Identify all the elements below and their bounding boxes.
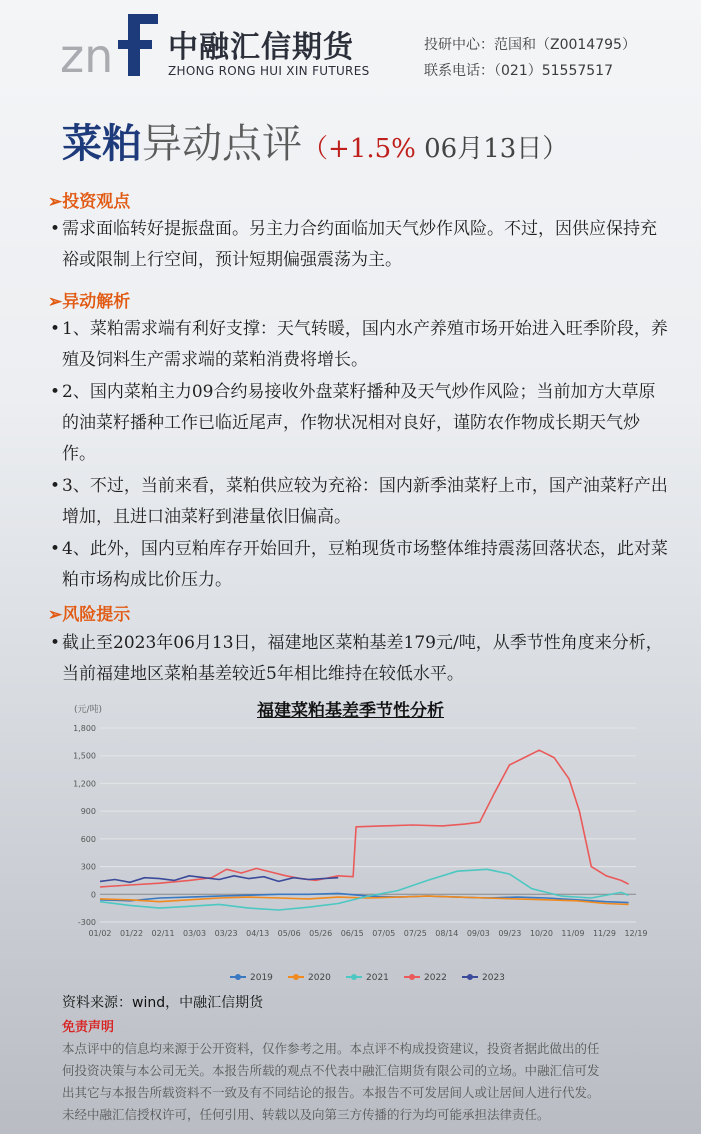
analysis-item: • 3、不过，当前来看，菜粕供应较为充裕：国内新季油菜籽上市，国产油菜籽产出增加，且进口油菜籽到港量依旧偏高。 bbox=[50, 476, 668, 527]
x-tick-label: 11/09 bbox=[561, 929, 585, 938]
x-tick-label: 11/29 bbox=[592, 929, 617, 938]
section-title-risk: 风险提示 bbox=[62, 605, 131, 625]
legend-label: 2020 bbox=[308, 973, 331, 983]
chart-title: 福建菜粕基差季节性分析 bbox=[257, 701, 444, 721]
y-tick-label: 1,500 bbox=[73, 751, 96, 761]
view-text: 需求面临转好提振盘面。另主力合约面临加天气炒作风险。不过，因供应保持充裕或限制上行空间，预计短期偏强震荡为主。 bbox=[62, 219, 657, 270]
y-tick-label: 300 bbox=[80, 862, 96, 872]
disclaimer-line: 何投资决策与本公司无关。本报告所载的观点不代表中融汇信期货有限公司的立场。中融汇信可发 bbox=[62, 1063, 600, 1078]
logo-letters-zn: zn bbox=[60, 29, 114, 76]
view-paragraph: • 需求面临转好提振盘面。另主力合约面临加天气炒作风险。不过，因供应保持充裕或限制上行空间，预计短期偏强震荡为主。 bbox=[50, 214, 670, 276]
legend-swatch-dot bbox=[293, 974, 299, 980]
contact-phone: 联系电话：（021）51557517 bbox=[424, 63, 613, 79]
y-tick-label: 1,200 bbox=[73, 779, 96, 789]
x-tick-label: 01/02 bbox=[88, 929, 112, 938]
series-line-2021 bbox=[100, 869, 629, 910]
legend-swatch-dot bbox=[467, 974, 473, 980]
x-tick-label: 07/05 bbox=[372, 929, 396, 938]
risk-text: 截止至2023年06月13日，福建地区菜粕基差179元/吨，从季节性角度来分析，当前福建地区菜粕基差较近5年相比维持在较低水平。 bbox=[62, 633, 663, 684]
legend-swatch-dot bbox=[235, 974, 241, 980]
legend-label: 2022 bbox=[424, 973, 447, 983]
analysis-item: • 1、菜粕需求端有利好支撑：天气转暖，国内水产养殖市场开始进入旺季阶段，养殖及饲料生产需求端的菜粕消费将增长。 bbox=[50, 319, 668, 370]
x-tick-label: 12/19 bbox=[624, 929, 648, 938]
x-tick-label: 06/15 bbox=[340, 929, 364, 938]
x-tick-label: 09/23 bbox=[498, 929, 522, 938]
y-tick-label: 900 bbox=[80, 807, 96, 817]
logo-english-name: ZHONG RONG HUI XIN FUTURES bbox=[168, 64, 370, 78]
y-tick-label: -300 bbox=[77, 918, 96, 927]
y-tick-label: 0 bbox=[90, 890, 96, 900]
section-title-analysis: 异动解析 bbox=[62, 292, 131, 312]
y-axis-label: (元/吨) bbox=[74, 705, 103, 715]
disclaimer-line: 出其它与本报告所载资料不一致及有不同结论的报告。本报告不可发居间人或让居间人进行代发。 bbox=[62, 1085, 600, 1100]
series-line-2023 bbox=[100, 876, 338, 883]
x-tick-label: 01/22 bbox=[119, 929, 144, 938]
analysis-item: • 4、此外，国内豆粕库存开始回升，豆粕现货市场整体维持震荡回落状态，此对菜粕市场构成比价压力。 bbox=[50, 539, 668, 590]
logo-chinese-name: 中融汇信期货 bbox=[168, 30, 354, 65]
x-tick-label: 05/06 bbox=[277, 929, 301, 938]
title-product: 菜粕 bbox=[62, 120, 142, 167]
y-tick-label: 1,800 bbox=[73, 724, 96, 733]
x-tick-label: 08/14 bbox=[435, 929, 459, 938]
disclaimer-title: 免责声明 bbox=[62, 1020, 115, 1035]
section-analysis: ➢异动解析 bbox=[48, 292, 131, 312]
data-source: 资料来源：wind，中融汇信期货 bbox=[62, 995, 264, 1011]
contact-analyst: 投研中心：范国和（Z0014795） bbox=[424, 37, 636, 53]
x-tick-label: 03/03 bbox=[183, 929, 207, 938]
basis-seasonal-chart bbox=[70, 700, 650, 990]
section-risk: ➢风险提示 bbox=[48, 605, 131, 625]
x-tick-label: 07/25 bbox=[403, 929, 427, 938]
title-type: 异动点评 bbox=[142, 121, 302, 167]
legend-label: 2023 bbox=[482, 973, 505, 983]
x-tick-label: 03/23 bbox=[214, 929, 238, 938]
x-tick-label: 05/26 bbox=[309, 929, 333, 938]
risk-paragraph: • 截止至2023年06月13日，福建地区菜粕基差179元/吨，从季节性角度来分析，当前福建地区菜粕基差较近5年相比维持在较低水平。 bbox=[50, 628, 670, 690]
disclaimer-text bbox=[62, 1038, 662, 1126]
title-date: 06月13日） bbox=[415, 134, 569, 164]
analysis-item: • 2、国内菜粕主力09合约易接收外盘菜籽播种及天气炒作风险；当前加方大草原的油菜籽播种工作已临近尾声，作物状况相对良好，谨防农作物成长期天气炒作。 bbox=[50, 382, 656, 464]
x-tick-label: 10/20 bbox=[529, 929, 553, 938]
legend-swatch-dot bbox=[351, 974, 357, 980]
x-tick-label: 02/11 bbox=[151, 929, 175, 938]
page-title bbox=[62, 112, 568, 169]
section-investment-view: ➢投资观点 bbox=[48, 192, 131, 212]
disclaimer-line: 未经中融汇信授权许可，任何引用、转载以及向第三方传播的行为均可能承担法律责任。 bbox=[62, 1107, 550, 1122]
company-logo-mark bbox=[60, 14, 160, 76]
y-tick-label: 600 bbox=[80, 834, 96, 844]
x-tick-label: 09/03 bbox=[466, 929, 490, 938]
section-title-view: 投资观点 bbox=[62, 192, 131, 212]
legend-label: 2021 bbox=[366, 973, 389, 983]
disclaimer-line: 本点评中的信息均来源于公开资料，仅作参考之用。本点评不构成投资建议，投资者据此做出的任 bbox=[62, 1041, 600, 1056]
title-change: （+1.5% bbox=[302, 134, 416, 164]
x-tick-label: 04/13 bbox=[246, 929, 270, 938]
legend-label: 2019 bbox=[250, 973, 273, 983]
legend-swatch-dot bbox=[409, 974, 415, 980]
